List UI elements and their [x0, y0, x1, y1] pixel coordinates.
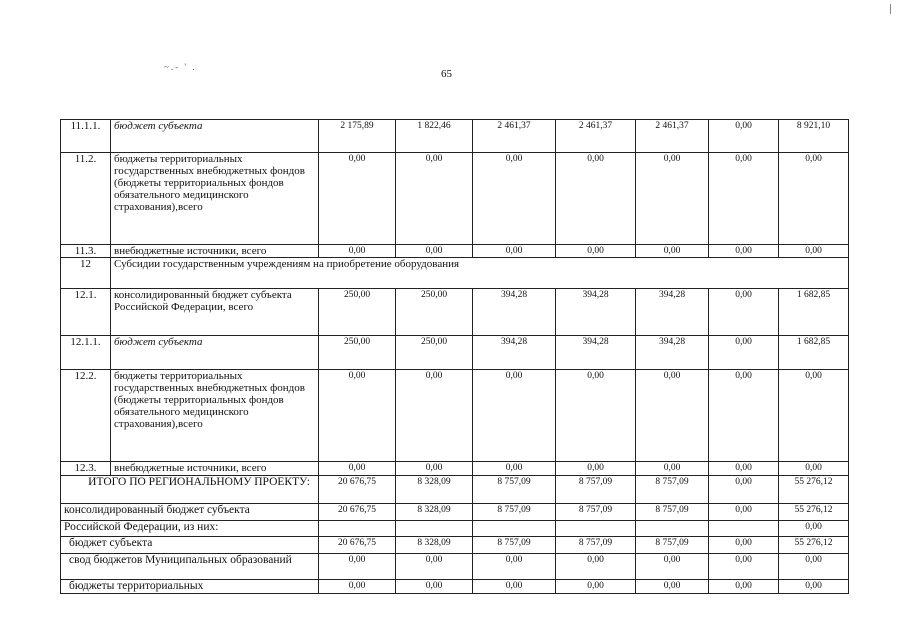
- row-code: 11.2.: [61, 153, 111, 245]
- value-cell: 394,28: [556, 336, 636, 370]
- value-cell: 0,00: [556, 153, 636, 245]
- total-value-cell: 8 328,09: [396, 504, 473, 521]
- row-label: внебюджетные источники, всего: [111, 462, 319, 476]
- total-value-cell: 0,00: [473, 580, 556, 594]
- value-cell: 0,00: [709, 336, 779, 370]
- row-code: 11.1.1.: [61, 120, 111, 153]
- total-value-cell: 0,00: [709, 476, 779, 504]
- value-cell: 0,00: [636, 153, 709, 245]
- total-value-cell: 0,00: [473, 554, 556, 580]
- value-cell: 0,00: [779, 153, 849, 245]
- total-value-cell: 0,00: [636, 554, 709, 580]
- value-cell: 8 921,10: [779, 120, 849, 153]
- value-cell: 0,00: [709, 289, 779, 336]
- table-row: [61, 258, 849, 289]
- total-value-cell: [556, 521, 636, 537]
- total-value-cell: [636, 521, 709, 537]
- total-value-cell: 0,00: [319, 554, 396, 580]
- value-cell: 1 682,85: [779, 336, 849, 370]
- value-cell: 0,00: [779, 370, 849, 462]
- total-value-cell: 0,00: [709, 537, 779, 554]
- value-cell: 0,00: [709, 462, 779, 476]
- total-value-cell: 8 757,09: [556, 504, 636, 521]
- row-label: бюджет субъекта: [111, 336, 319, 370]
- total-value-cell: 8 757,09: [473, 537, 556, 554]
- value-cell: 1 822,46: [396, 120, 473, 153]
- row-code: 11.3.: [61, 245, 111, 258]
- value-cell: 0,00: [396, 153, 473, 245]
- value-cell: 2 175,89: [319, 120, 396, 153]
- total-row: [61, 504, 849, 521]
- value-cell: 394,28: [636, 336, 709, 370]
- total-label: бюджет субъекта: [61, 537, 319, 554]
- value-cell: 250,00: [319, 289, 396, 336]
- value-cell: 0,00: [709, 370, 779, 462]
- total-value-cell: 55 276,12: [779, 537, 849, 554]
- section-title: Субсидии государственным учреждениям на приобретение оборудования: [111, 258, 849, 289]
- budget-table: [60, 119, 849, 594]
- total-value-cell: [396, 521, 473, 537]
- value-cell: 0,00: [709, 153, 779, 245]
- value-cell: 1 682,85: [779, 289, 849, 336]
- total-row: [61, 537, 849, 554]
- table-row: [61, 153, 849, 245]
- total-value-cell: 8 757,09: [556, 537, 636, 554]
- total-value-cell: 20 676,75: [319, 504, 396, 521]
- table-row: [61, 336, 849, 370]
- total-value-cell: [473, 521, 556, 537]
- total-label: консолидированный бюджет субъекта: [61, 504, 319, 521]
- row-code: 12: [61, 258, 111, 289]
- value-cell: 394,28: [473, 336, 556, 370]
- total-value-cell: 0,00: [779, 521, 849, 537]
- total-value-cell: 8 757,09: [636, 476, 709, 504]
- total-value-cell: 0,00: [556, 554, 636, 580]
- total-label: Российской Федерации, из них:: [61, 521, 319, 537]
- value-cell: 2 461,37: [556, 120, 636, 153]
- value-cell: 0,00: [396, 370, 473, 462]
- total-value-cell: 0,00: [709, 580, 779, 594]
- row-label: внебюджетные источники, всего: [111, 245, 319, 258]
- value-cell: 250,00: [396, 336, 473, 370]
- value-cell: 394,28: [556, 289, 636, 336]
- table-row: [61, 120, 849, 153]
- total-value-cell: 8 328,09: [396, 476, 473, 504]
- row-label: бюджеты территориальных государственных внебюджетных фондов (бюджеты территориальных фондов обязательного медицинского страхования),всего: [111, 153, 319, 245]
- row-code: 12.2.: [61, 370, 111, 462]
- value-cell: 0,00: [709, 120, 779, 153]
- value-cell: 0,00: [636, 370, 709, 462]
- total-label: бюджеты территориальных: [61, 580, 319, 594]
- page-number: 65: [441, 68, 452, 80]
- table-row: [61, 245, 849, 258]
- total-value-cell: 20 676,75: [319, 537, 396, 554]
- row-label: бюджет субъекта: [111, 120, 319, 153]
- value-cell: 0,00: [319, 462, 396, 476]
- table-row: [61, 462, 849, 476]
- row-code: 12.1.1.: [61, 336, 111, 370]
- total-value-cell: 0,00: [396, 580, 473, 594]
- table-row: [61, 289, 849, 336]
- table-row: [61, 370, 849, 462]
- value-cell: 0,00: [396, 245, 473, 258]
- scan-specks: ~.- ' .: [164, 62, 197, 72]
- total-value-cell: 0,00: [709, 504, 779, 521]
- value-cell: 0,00: [396, 462, 473, 476]
- value-cell: 0,00: [636, 462, 709, 476]
- total-row: [61, 476, 849, 504]
- value-cell: 0,00: [779, 245, 849, 258]
- row-code: 12.3.: [61, 462, 111, 476]
- value-cell: 2 461,37: [473, 120, 556, 153]
- total-value-cell: [709, 521, 779, 537]
- total-value-cell: 8 757,09: [556, 476, 636, 504]
- total-value-cell: 0,00: [779, 580, 849, 594]
- value-cell: 394,28: [636, 289, 709, 336]
- value-cell: 0,00: [556, 462, 636, 476]
- total-value-cell: 0,00: [556, 580, 636, 594]
- value-cell: 0,00: [779, 462, 849, 476]
- total-label: ИТОГО ПО РЕГИОНАЛЬНОМУ ПРОЕКТУ:: [61, 476, 319, 504]
- total-row: [61, 554, 849, 580]
- total-value-cell: 8 328,09: [396, 537, 473, 554]
- value-cell: 0,00: [556, 370, 636, 462]
- total-row: [61, 521, 849, 537]
- value-cell: 0,00: [473, 462, 556, 476]
- total-value-cell: 55 276,12: [779, 504, 849, 521]
- total-value-cell: 0,00: [396, 554, 473, 580]
- total-value-cell: 0,00: [709, 554, 779, 580]
- row-code: 12.1.: [61, 289, 111, 336]
- total-value-cell: [319, 521, 396, 537]
- total-value-cell: 8 757,09: [636, 504, 709, 521]
- value-cell: 2 461,37: [636, 120, 709, 153]
- value-cell: 0,00: [473, 245, 556, 258]
- value-cell: 0,00: [319, 245, 396, 258]
- budget-table-body: [61, 120, 849, 594]
- total-value-cell: 8 757,09: [636, 537, 709, 554]
- value-cell: 0,00: [473, 153, 556, 245]
- value-cell: 250,00: [396, 289, 473, 336]
- total-label: свод бюджетов Муниципальных образований: [61, 554, 319, 580]
- value-cell: 0,00: [473, 370, 556, 462]
- total-value-cell: 20 676,75: [319, 476, 396, 504]
- total-value-cell: 8 757,09: [473, 504, 556, 521]
- total-row: [61, 580, 849, 594]
- scan-corner-mark: [890, 4, 891, 14]
- value-cell: 394,28: [473, 289, 556, 336]
- total-value-cell: 55 276,12: [779, 476, 849, 504]
- total-value-cell: 8 757,09: [473, 476, 556, 504]
- value-cell: 0,00: [319, 153, 396, 245]
- value-cell: 0,00: [636, 245, 709, 258]
- total-value-cell: 0,00: [636, 580, 709, 594]
- value-cell: 0,00: [319, 370, 396, 462]
- row-label: бюджеты территориальных государственных внебюджетных фондов (бюджеты территориальных фондов обязательного медицинского страхования),всего: [111, 370, 319, 462]
- value-cell: 0,00: [709, 245, 779, 258]
- total-value-cell: 0,00: [319, 580, 396, 594]
- total-value-cell: 0,00: [779, 554, 849, 580]
- value-cell: 0,00: [556, 245, 636, 258]
- value-cell: 250,00: [319, 336, 396, 370]
- row-label: консолидированный бюджет субъекта Российской Федерации, всего: [111, 289, 319, 336]
